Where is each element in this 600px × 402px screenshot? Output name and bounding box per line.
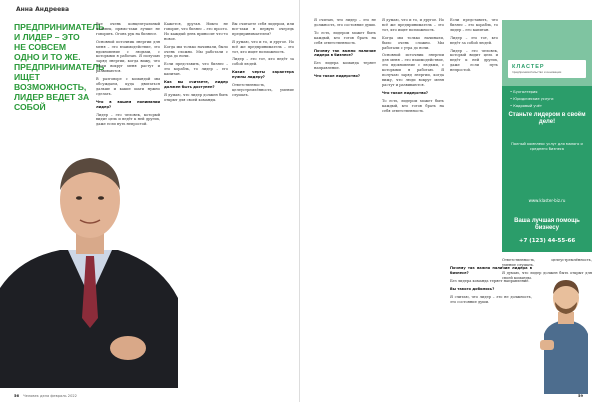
right-footer (578, 394, 586, 398)
paragraph: Я считаю, что лидер – это не должность, это состояние души. (450, 294, 532, 304)
paragraph: Лидер – это человек, который видит цель и ведёт к ней других, даже если путь непростой. (450, 48, 498, 73)
paragraph: Я думаю, что лидер должен быть открыт для своей команды. (164, 92, 228, 102)
issue-date: февраль 2022 (50, 394, 77, 398)
left-footer (14, 394, 77, 398)
question: Как вы считаете, лидер должен быть доступен? (164, 80, 228, 89)
paragraph: Основной источник энергии для меня – это взаимодействие, это вдохновение с людьми, с которыми я работаю. Я получаю заряд энергии, когда вижу, что люди вокруг меня растут и развиваются. (382, 53, 444, 87)
portrait-photo (0, 138, 178, 388)
paragraph: Без лидера команда теряет направление. (450, 278, 530, 283)
paragraph: Основной источник энергии для меня – это взаимодействие, это вдохновение с людьми, с которыми я работаю. Я получаю заряд энергии, когда вижу, что люди вокруг меня растут и развиваются. (96, 39, 160, 74)
text-column-6 (450, 18, 498, 258)
question: Какие черты характера нужны лидеру? (232, 70, 294, 80)
article-headline: ПРЕДПРИНИМАТЕЛЬ И ЛИДЕР – ЭТО НЕ СОВСЕМ ОДНО И ТО ЖЕ. ПРЕДПРИНИМАТЕЛЬ ИЩЕТ ВОЗМОЖНОСТЬ, ЛИДЕР ВЕДЕТ ЗА СОБОЙ (14, 22, 105, 112)
ad-bullet: • Бухгалтерия (510, 90, 538, 94)
paragraph: Лидер – это человек, который видит цель и ведёт к ней других, даже если путь непростой. (96, 112, 160, 127)
question: Что в вашем понимании лидер? (96, 99, 160, 109)
ad-website-link[interactable]: www.klaster-biz.ru (528, 198, 566, 203)
paragraph: Если представить, что бизнес – это корабль, то лидер – его капитан. (164, 62, 228, 77)
ad-description: Полный комплекс услуг для малого и среднего бизнеса (511, 142, 583, 151)
paragraph: Ответственность, целеустремлённость, умение слушать. (232, 83, 294, 97)
man-illustration (538, 272, 594, 394)
text-column-5 (382, 18, 444, 390)
advertisement[interactable] (502, 20, 592, 252)
ad-bullet: • Кадровый учёт (510, 104, 542, 108)
ad-logo-subtitle: предпринимательство и инновации (512, 71, 562, 74)
ad-bullet: • Юридические услуги (510, 97, 554, 101)
paragraph: Кажется, друзья. Никто не говорит, что бизнес – это просто. Но каждый день приносит что-то новое. (164, 22, 228, 41)
paragraph: Когда мы только начинали, было очень сложно. Мы работали с утра до ночи. (164, 44, 228, 59)
ad-logo: КЛАСТЕР (512, 64, 545, 70)
paragraph: Все очень концептуальный человек, прямо-таки лучше не говорить. Огонь рук на бизнесе. (96, 22, 160, 36)
ad-logo-box (508, 60, 586, 78)
paragraph: Если представить, что бизнес – это корабль, то лидер – его капитан. (450, 18, 498, 32)
paragraph: Я думаю, что и то, и другое. Но всё же предприниматель – это тот, кто ищет возможность. (232, 39, 294, 54)
paragraph: Я считаю, что лидер – это не должность, это состояние души. (314, 18, 376, 27)
question: Что такое лидерство? (382, 90, 428, 95)
question: Почему так важно наличие лидера в бизнесе? (314, 48, 376, 58)
paragraph: Лидер – это тот, кто ведёт за собой людей. (450, 35, 498, 45)
question: Почему так важно наличие лидера в бизнесе? (450, 266, 532, 275)
paragraph: Ответственность, целеустремлённость, умение слушать. (502, 258, 592, 267)
paragraph: Когда мы только начинали, было очень сложно. Мы работали с утра до ночи. (382, 35, 444, 50)
paragraph: В разговоре с командой мы обсуждаем, куда двигаться дальше и какие шаги нужно сделать. (96, 77, 160, 96)
right-page (300, 0, 600, 402)
paragraph: Без лидера команда теряет направление. (314, 61, 376, 71)
question: Что такое лидерство? (314, 74, 360, 79)
page-number: 59 (577, 394, 583, 398)
paragraph: Лидер – это тот, кто ведёт за собой людей. (232, 57, 294, 67)
paragraph: То есть, лидером может быть каждый, кто готов брать на себя ответственность. (314, 30, 376, 45)
ad-call-to-action: Ваша лучшая помощь бизнесу (514, 218, 580, 231)
question: Вы такого добились? (450, 286, 495, 291)
ad-slogan: Станьте лидером в своём деле! (508, 112, 586, 125)
text-column-8 (450, 266, 532, 390)
text-column-3 (232, 22, 294, 392)
author-name: Анна Андреева (16, 6, 69, 13)
text-column-1 (96, 22, 160, 140)
paragraph: То есть, лидером может быть каждый, кто готов брать на себя ответственность. (382, 98, 444, 113)
magazine-name: Человек дела (23, 394, 50, 398)
ad-phone: +7 (123) 44-55-66 (518, 238, 576, 244)
paragraph: Я думаю, что лидер должен быть открыт для своей команды. (502, 270, 592, 280)
paragraph: Вы считаете себя лидером, или все-таки в первую очередь предпринимателем? (232, 22, 294, 36)
paragraph: Я думаю, что и то, и другое. Но всё же предприниматель – это тот, кто ищет возможность. (382, 18, 444, 32)
text-column-4 (314, 18, 376, 390)
page-number: 56 (14, 394, 20, 398)
